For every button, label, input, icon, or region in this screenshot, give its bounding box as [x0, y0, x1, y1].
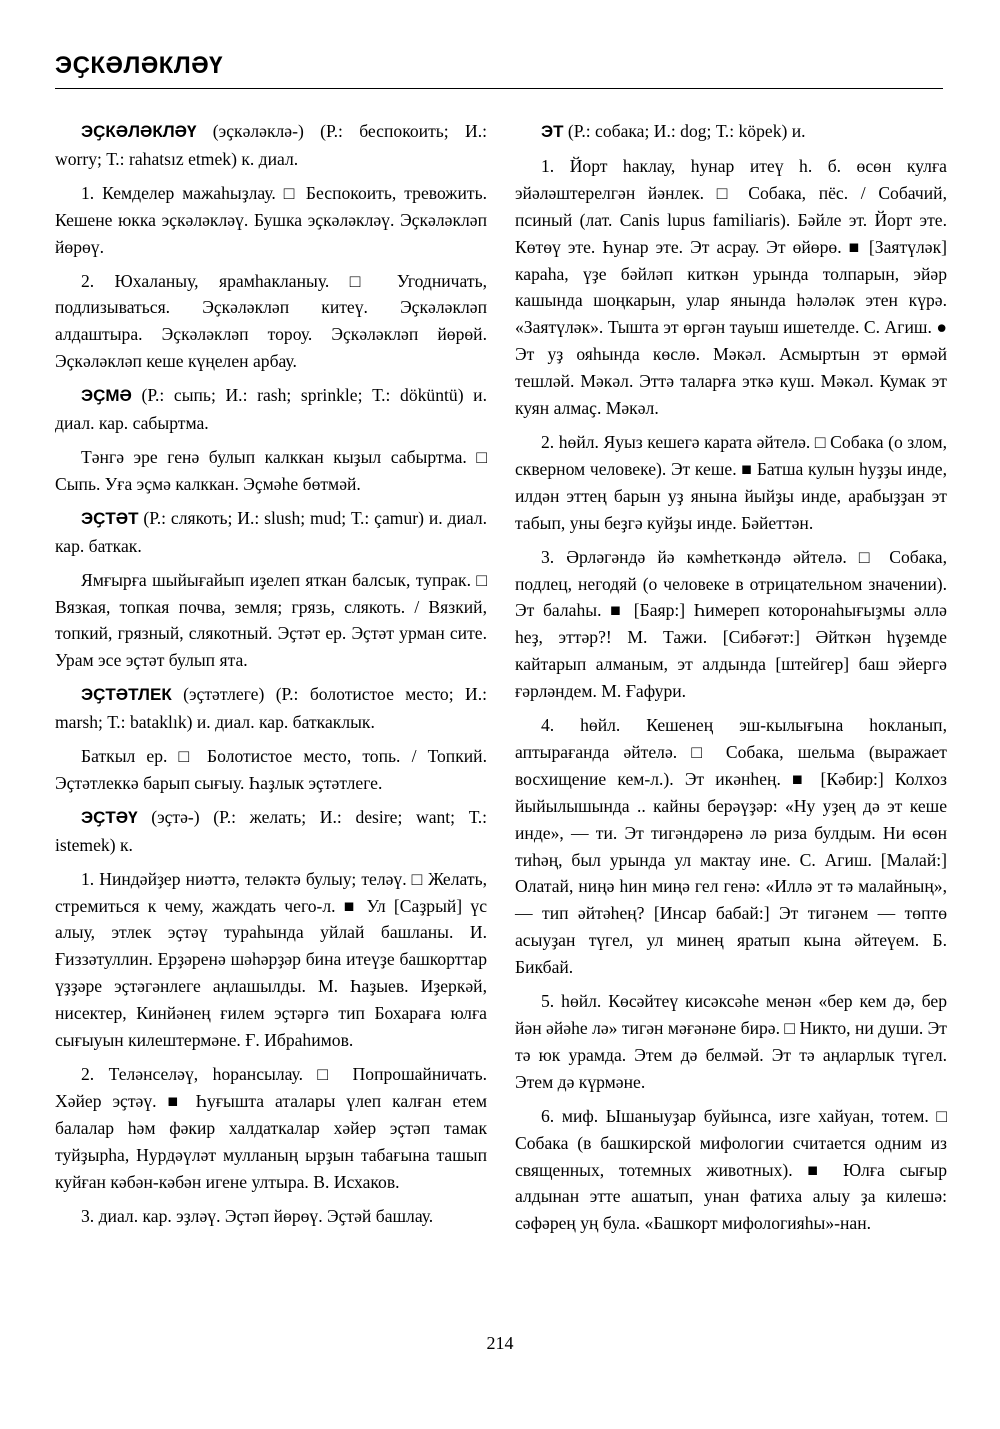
sense-paragraph: 2. Теләнселәү, һорансылау. □ Попрошайничать. Хәйер эҫтәү. ■ Һуғышта аталары үлеп калған етем балалар һәм фәкир халдаткалар хәйер эҫтәп тамак туйҙырһа, Нурдәүләт мулланың ырҙын табағына ташып куйған кәбән-кәбән игене ултыра. В. Исхаков. — [55, 1064, 487, 1192]
running-head: ЭҪКӘЛӘКЛӘҮ — [55, 52, 224, 79]
headword: ЭҪТӘҮ — [81, 807, 138, 827]
entry-eskeleklew: ЭҪКӘЛӘКЛӘҮ (эҫкәләклә-) (Р.: беспокоить; И.: worry; Т.: rahatsız etmek) к. диал. — [55, 121, 487, 169]
sense-paragraph: 6. миф. Ышаныуҙар буйынса, изге хайуан, тотем. □ Собака (в башкирской мифологии считается одним из священных, тотемных животных). ■ Юлға сығыр алдынан этте ашатып, унан фатиха алыу ҙа килешә: сәфәрең уң була. «Башкорт мифологияһы»-нан. — [515, 1105, 947, 1234]
headword: ЭҪМӘ — [81, 386, 132, 406]
sense-paragraph: 1. Кемделер мажаһыҙлау. □ Беспокоить, тревожить. Кешене юкка эҫкәләкләү. Бушка эҫкәләкләү. Эҫкәләкләп йөрөү. — [55, 182, 487, 257]
sense-paragraph: Тәнгә эре генә булып калккан кыҙыл сабыртма. □ Сыпь. Уға эҫмә калккан. Эҫмәһе бөтмәй. — [55, 446, 487, 494]
page-number: 214 — [486, 1333, 514, 1353]
sense-paragraph: 2. Юхаланыу, ярамһакланыу. □ Угодничать, подлизываться. Эҫкәләкләп китеү. Эҫкәләкләп алдаштыра. Эҫкәләкләп тороу. Эҫкәләкләп йөрөй. Эҫкәләкләп кеше күңелен арбау. — [55, 270, 487, 372]
sense-paragraph: 1. Ниндәйҙер ниәттә, теләктә булыу; теләү. □ Желать, стремиться к чему, жаждать чего-л. ■ Ул [Саҙрый] үс алыу, этлек эҫтәү тураһында уйлай башланы. И. Ғиззәтуллин. Ерҙәренә шәһәрҙәр бина итеүҙе башкорттар үҙҙәре эҫтәгәнлеге аңлашылды. М. Һаҙыев. Иҙеркәй, нисектер, Кинйәнең ғилем эҫтәргә тип Бохараға юлға сығыуын килештермәне. Ғ. Ибраһимов. — [55, 868, 487, 1051]
sense-paragraph: Баткыл ер. □ Болотистое место, топь. / Топкий. Эҫтәтлеккә барып сығыу. Һаҙлык эҫтәтлеге. — [55, 746, 487, 793]
sense-paragraph: 3. Әрләгәндә йә кәмһеткәндә әйтелә. □ Собака, подлец, негодяй (о человеке в отрицательном значении). Эт балаһы. ■ [Баяр:] Һимереп которонаһығыҙмы әллә һеҙ, эттәр?! М. Тажи. [Сибәғәт:] Әйткән һүҙемде кайтарып алманым, эт алдында [штейгер] баш эйергә ғәрләндем. М. Ғафури. — [515, 546, 947, 702]
entry-estet: ЭҪТӘТ (Р.: слякоть; И.: slush; mud; Т.: çamur) и. диал. кар. баткак. — [55, 507, 487, 556]
sense-paragraph: Ямғырға шыйығайып иҙелеп яткан балсык, тупрак. □ Вязкая, топкая почва, земля; грязь, слякоть. / Вязкий, топкий, грязный, слякотный. Эҫтәт ер. Эҫтәт урман сите. Урам эсе эҫтәт булып ята. — [55, 569, 487, 671]
headword: ЭТ — [541, 122, 564, 141]
entry-esme: ЭҪМӘ (Р.: сыпь; И.: rash; sprinkle; Т.: döküntü) и. диал. кар. сабыртма. — [55, 385, 487, 434]
sense-paragraph: 2. һөйл. Яуыз кешегә карата әйтелә. □ Собака (о злом, скверном человеке). Эт кеше. ■ Батша кулын һуҙҙы инде, илдән эттең барын уҙ янына йыйҙы инде, арабыҙҙан эт табып, уны беҙгә куйҙы инде. Бәйеттән. — [515, 431, 947, 533]
headword: ЭҪТӘТЛЕК — [81, 685, 172, 705]
entry-et: ЭТ (Р.: собака; И.: dog; Т.: köpek) и. — [541, 121, 806, 141]
sense-paragraph: 3. диал. кар. эҙләү. Эҫтәп йөрөү. Эҫтәй башлау. — [81, 1205, 434, 1226]
sense-paragraph: 1. Йорт һаклау, һунар итеү һ. б. өсөн кулға эйәләштерелгән йәнлек. □ Собака, пёс. / Собачий, псиный (лат. Canis lupus familiaris). Бәйле эт. Йорт эте. Көтөү эте. Һунар эте. Эт асрау. Эт өйөрө. ■ [Заятүләк] караһа, үҙе бәйләп киткән урында толпарын, эйәр кашында шоңкарын, улар янында һәләләк этен күрә. «Заятүләк». Тышта эт өргән тауыш ишетелде. С. Агиш. ● Эт уҙ ояһында көслө. Мәкәл. Асмыртын эт өрмәй тешләй. Мәкәл. Эттә таларға эткә куш. Мәкәл. Кумак эт куян алмаҫ. Мәкәл. — [515, 155, 947, 419]
right-column — [515, 118, 947, 1244]
headword: ЭҪТӘТ — [81, 508, 139, 528]
sense-paragraph: 5. һөйл. Көсәйтеү кисәксәһе менән «бер кем дә, бер йән әйәһе лә» тигән мәғәнәне бирә. □ Никто, ни души. Эт тә юк урамда. Этем дә белмәй. Эт тә аңларлык түгел. Этем дә күрмәне. — [515, 991, 947, 1092]
headword: ЭҪКӘЛӘКЛӘҮ — [81, 122, 197, 141]
entry-estetlek: ЭҪТӘТЛЕК (эҫтәтлеге) (Р.: болотистое место; И.: marsh; Т.: bataklık) и. диал. кар. баткаклык. — [55, 684, 487, 733]
sense-paragraph: 4. һөйл. Кешенең эш-кылығына һокланып, аптырағанда әйтелә. □ Собака, шельма (выражает восхищение кем-л.). Эт икәнһең. ■ [Кәбир:] Колхоз йыйылышында .. кайны берәүҙәр: «Ну уҙең дә эт кеше инде», — ти. Эт тигәндәренә лә риза булдым. Ни өсөн тиһәң, был урында ул мактау ине. С. Агиш. [Малай:] Олатай, ниңә һин миңә гел генә: «Иллә эт тә малайның», — тип әйтәһең? [Инсар бабай:] Эт тигәнем — төптө асыуҙан түгел, ул минең яратып кына әйтеүем. Б. Бикбай. — [515, 715, 947, 978]
entry-estew: ЭҪТӘҮ (эҫтә-) (Р.: желать; И.: desire; want; Т.: istemek) к. — [55, 806, 487, 855]
header-rule — [55, 88, 943, 89]
left-column — [55, 118, 487, 1236]
